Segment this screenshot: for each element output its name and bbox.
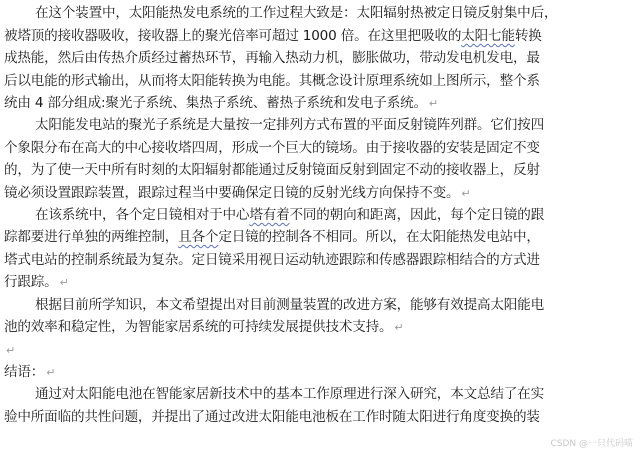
text-line [0,47,637,69]
text-line [0,316,637,338]
paragraph-mark-icon: ↵ [394,321,404,334]
text-run: 转换 [514,28,542,44]
paragraph-mark-icon: ↵ [59,276,69,289]
text-run: 结语： [4,364,45,380]
watermark: CSDN @一只代码喵 [550,439,633,449]
text-line [0,114,637,136]
text-line [0,271,637,293]
text-line [0,294,637,316]
text-line [0,159,637,181]
text-run: 个象限分布在高大的中心接收塔四周，形成一个巨大的镜场。由于接收器的安装是固定不变 [4,140,540,156]
text-run: 统由 4 部分组成:聚光子系统、集热子系统、蓄热子系统和发电子系统。 [4,95,427,111]
spellcheck-flagged-text: 太阳七能 [461,28,515,44]
text-line [0,204,637,226]
text-run: 的，为了使一天中所有时刻的太阳辐射都能通过反射镜面反射到固定不动的接收器上，反射 [4,162,540,178]
text-run: 通过对太阳能电池在智能家居新技术中的基本工作原理进行深入研究，本文总结了在实 [35,386,544,402]
text-run: 踪都要进行单独的两维控制， [4,229,179,245]
text-line [0,2,637,24]
text-run: 后以电能的形式输出，从而将太阳能转换为电能。其概念设计原理系统如上图所示，整个系 [4,73,540,89]
paragraph-mark-icon: ↵ [428,97,438,110]
spellcheck-flagged-text: 且各个 [178,229,219,245]
text-line [0,361,637,383]
text-line [0,383,637,405]
text-run: 验中所面临的共性问题，并提出了通过改进太阳能电池板在工作时随太阳进行角度变换的装 [4,409,540,425]
paragraph-mark-icon: ↵ [6,344,16,357]
text-run: 在这个装置中，太阳能热发电系统的工作过程大致是：太阳辐射热被定日镜反射集中后， [35,5,558,21]
text-line [0,182,637,204]
text-line [0,249,637,271]
text-run: 塔式电站的控制系统最为复杂。定日镜采用视日运动轨迹跟踪和传感器跟踪相结合的方式进 [4,252,540,268]
text-run: 太阳能发电站的聚光子系统是大量按一定排列方式布置的平面反射镜阵列群。它们按四 [35,117,544,133]
text-line [0,339,637,361]
text-line [0,406,637,428]
text-run: 定日镜的控制各不相同。所以，在太阳能热发电站中， [218,229,540,245]
text-line [0,226,637,248]
text-run: 镜必须设置跟踪装置，跟踪过程当中要确保定日镜的反射光线方向保持不变。 [4,185,460,201]
text-line [0,92,637,114]
spellcheck-flagged-text: 塔有着 [249,207,290,223]
paragraph-mark-icon: ↵ [461,187,471,200]
text-line [0,25,637,47]
text-run: 被塔顶的接收器吸收，接收器上的聚光倍率可超过 1000 倍。在这里把吸收的 [4,28,462,44]
text-run: 根据目前所学知识，本文希望提出对目前测量装置的改进方案，能够有效提高太阳能电 [35,297,544,313]
text-run: 行跟踪。 [4,274,58,290]
text-run: 在该系统中，各个定日镜相对于中心 [35,207,250,223]
text-line [0,70,637,92]
text-run: 成热能，然后由传热介质经过蓄热环节，再输入热动力机，膨胀做功，带动发电机发电，最 [4,50,540,66]
paragraph-mark-icon: ↵ [46,366,56,379]
text-run: 池的效率和稳定性，为智能家居系统的可持续发展提供技术支持。 [4,319,393,335]
text-line [0,137,637,159]
text-run: 不同的朝向和距离，因此，每个定日镜的跟 [289,207,544,223]
